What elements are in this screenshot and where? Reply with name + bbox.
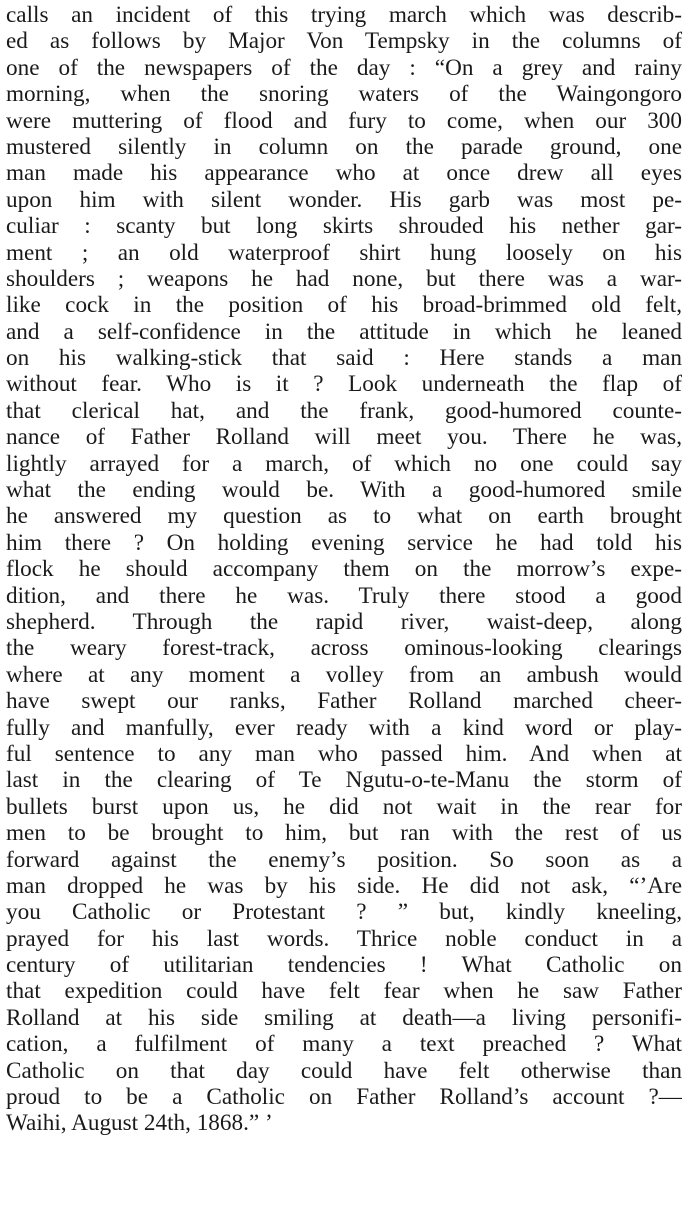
text-line: what the ending would be. With a good-humored smile bbox=[6, 477, 682, 504]
text-line: upon him with silent wonder. His garb was most pe- bbox=[6, 186, 682, 213]
text-line: dition, and there he was. Truly there stood a good bbox=[6, 582, 682, 609]
text-line: cation, a fulfilment of many a text preached ? What bbox=[6, 1031, 682, 1058]
text-line: ful sentence to any man who passed him. And when at bbox=[6, 740, 682, 767]
text-line: prayed for his last words. Thrice noble conduct in a bbox=[6, 925, 682, 952]
text-line: proud to be a Catholic on Father Rolland’s account ?— bbox=[6, 1084, 682, 1111]
text-line: that expedition could have felt fear when he saw Father bbox=[6, 978, 682, 1005]
text-line: Rolland at his side smiling at death—a living personifi- bbox=[6, 1004, 682, 1031]
text-line: ed as follows by Major Von Tempsky in the columns of bbox=[6, 28, 682, 55]
text-line: men to be brought to him, but ran with the rest of us bbox=[6, 820, 682, 847]
text-line: fully and manfully, ever ready with a kind word or play- bbox=[6, 714, 682, 741]
text-line: forward against the enemy’s position. So soon as a bbox=[6, 846, 682, 873]
text-line: man dropped he was by his side. He did not ask, “’Are bbox=[6, 872, 682, 899]
text-line: the weary forest-track, across ominous-looking clearings bbox=[6, 635, 682, 662]
text-line: nance of Father Rolland will meet you. There he was, bbox=[6, 424, 682, 451]
text-line: culiar : scanty but long skirts shrouded his nether gar- bbox=[6, 213, 682, 240]
text-line: lightly arrayed for a march, of which no one could say bbox=[6, 450, 682, 477]
text-line: like cock in the position of his broad-brimmed old felt, bbox=[6, 292, 682, 319]
text-line: were muttering of flood and fury to come, when our 300 bbox=[6, 107, 682, 134]
text-line: ment ; an old waterproof shirt hung loosely on his bbox=[6, 239, 682, 266]
text-line: one of the newspapers of the day : “On a grey and rainy bbox=[6, 54, 682, 81]
text-line: bullets burst upon us, he did not wait in the rear for bbox=[6, 793, 682, 820]
text-line: where at any moment a volley from an ambush would bbox=[6, 661, 682, 688]
text-line: morning, when the snoring waters of the Waingongoro bbox=[6, 81, 682, 108]
text-line: have swept our ranks, Father Rolland marched cheer- bbox=[6, 688, 682, 715]
text-line: you Catholic or Protestant ? ” but, kindly kneeling, bbox=[6, 899, 682, 926]
text-line: and a self-confidence in the attitude in which he leaned bbox=[6, 318, 682, 345]
text-line: man made his appearance who at once drew all eyes bbox=[6, 160, 682, 187]
text-line: mustered silently in column on the parade ground, one bbox=[6, 133, 682, 160]
text-line-last: Waihi, August 24th, 1868.” ’ bbox=[6, 1110, 273, 1137]
text-line: shoulders ; weapons he had none, but there was a war- bbox=[6, 265, 682, 292]
text-line: without fear. Who is it ? Look underneath the flap of bbox=[6, 371, 682, 398]
text-line: flock he should accompany them on the morrow’s expe- bbox=[6, 556, 682, 583]
text-line: shepherd. Through the rapid river, waist-deep, along bbox=[6, 608, 682, 635]
text-line: on his walking-stick that said : Here stands a man bbox=[6, 345, 682, 372]
text-line: that clerical hat, and the frank, good-humored counte- bbox=[6, 397, 682, 424]
text-line: last in the clearing of Te Ngutu-o-te-Manu the storm of bbox=[6, 767, 682, 794]
article-column bbox=[6, 2, 682, 1137]
text-line: him there ? On holding evening service he had told his bbox=[6, 529, 682, 556]
text-line: century of utilitarian tendencies ! What Catholic on bbox=[6, 952, 682, 979]
text-line: calls an incident of this trying march which was describ- bbox=[6, 2, 682, 28]
text-line: Catholic on that day could have felt otherwise than bbox=[6, 1057, 682, 1084]
text-line: he answered my question as to what on earth brought bbox=[6, 503, 682, 530]
